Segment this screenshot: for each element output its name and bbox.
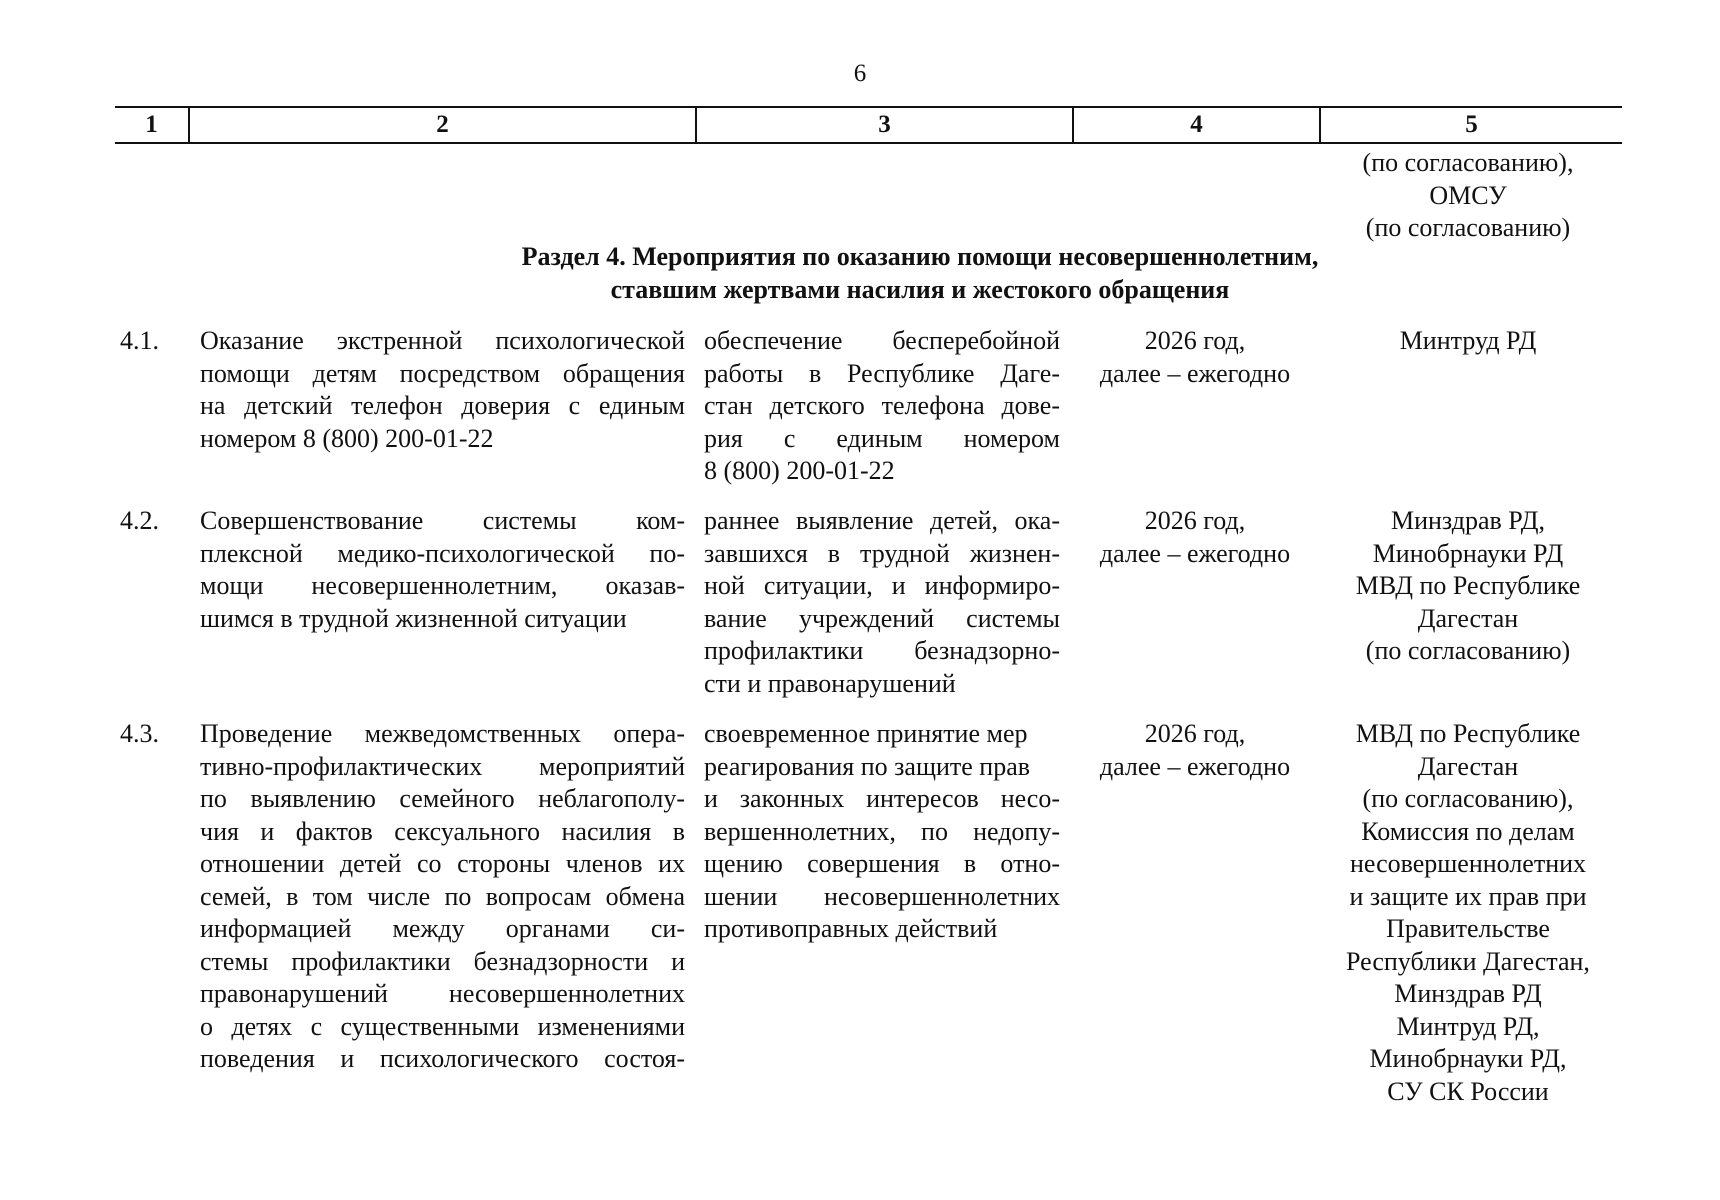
text-line: (по согласованию) [1365,636,1571,665]
text-line: Дагестан [1417,603,1519,633]
text-line: Раздел 4. Мероприятия по оказанию помощи несовершеннолетним, [521,242,1319,271]
table-header [115,106,1622,144]
text-line: правонарушений несовершеннолетних [200,979,685,1008]
text-line: реагирования по защите прав [704,751,1031,781]
text-line: Минобрнауки РД [1372,538,1564,568]
measure-cell [200,325,685,455]
text-line: Республики Дагестан, [1346,946,1590,976]
text-line: по выявлению семейного неблагополу- [200,784,685,813]
text-line: раннее выявление детей, ока- [704,506,1060,535]
text-line: Правительстве [1386,914,1550,943]
text-line: СУ СК России [1387,1076,1549,1106]
text-line: МВД по Республике [1355,719,1581,748]
text-line: Минздрав РД [1394,979,1542,1008]
section-title [380,241,1460,306]
text-line: далее – ежегодно [1099,751,1291,781]
text-line: отношении детей со стороны членов их [200,849,685,878]
row-number: 4.2. [120,506,159,535]
text-line: далее – ежегодно [1099,538,1291,568]
text-line: сти и правонарушений [704,668,956,698]
text-line: тивно-профилактических мероприятий [200,751,685,781]
term-cell [1075,325,1315,390]
text-line: 2026 год, [1144,326,1246,355]
text-line: чия и фактов сексуального насилия в [200,816,685,846]
text-line: 2026 год, [1144,719,1246,748]
text-line: плексной медико-психологической по- [200,538,685,568]
result-cell [704,505,1060,700]
executor-cell [1318,505,1618,668]
text-line: щению совершения в отно- [704,849,1060,878]
text-line: стемы профилактики безнадзорности и [200,946,685,976]
executor-cell [1318,325,1618,358]
text-line: 8 (800) 200-01-22 [704,456,895,485]
continuation-cell [1318,147,1618,245]
text-line: (по согласованию) [1365,213,1571,242]
text-line: МВД по Республике [1355,571,1581,600]
text-line: мощи несовершеннолетним, оказав- [200,571,685,600]
header-col-4: 4 [1072,108,1319,142]
measure-cell [200,505,685,635]
text-line: Дагестан [1417,751,1519,781]
text-line: (по согласованию), [1362,148,1574,177]
row-number: 4.1. [120,326,159,355]
header-col-5: 5 [1319,108,1622,142]
text-line: и законных интересов несо- [704,784,1060,813]
text-line: противоправных действий [704,914,998,943]
text-line: обеспечение бесперебойной [704,326,1060,355]
text-line: семей, в том числе по вопросам обмена [200,881,685,911]
text-line: Минтруд РД, [1396,1011,1540,1041]
text-line: профилактики безнадзорно- [704,636,1060,665]
text-line: информацией между органами си- [200,914,685,943]
term-cell [1075,505,1315,570]
text-line: номером 8 (800) 200-01-22 [200,423,494,453]
text-line: о детях с существенными изменениями [200,1011,685,1041]
text-line: ной ситуации, и информиро- [704,571,1060,600]
text-line: (по согласованию), [1362,784,1574,813]
measure-cell [200,718,685,1076]
header-col-1: 1 [145,111,158,138]
text-line: на детский телефон доверия с единым [200,391,685,420]
row-number: 4.3. [120,719,159,748]
executor-cell [1318,718,1618,1108]
text-line: Минздрав РД, [1390,506,1546,535]
text-line: шимся в трудной жизненной ситуации [200,603,627,633]
text-line: Проведение межведомственных опера- [200,719,685,748]
text-line: поведения и психологического состоя- [200,1044,685,1073]
result-cell [704,325,1060,488]
text-line: Совершенствование системы ком- [200,506,685,535]
text-line: стан детского телефона дове- [704,391,1060,420]
text-line: работы в Республике Даге- [704,358,1060,388]
text-line: Оказание экстренной психологической [200,326,685,355]
text-line: и защите их прав при [1349,881,1587,911]
text-line: Комиссия по делам [1361,816,1575,846]
text-line: ОМСУ [1429,180,1507,210]
text-line: вершеннолетних, по недопу- [704,816,1060,846]
header-col-3: 3 [695,108,1072,142]
text-line: своевременное принятие мер [704,719,1028,748]
header-col-2: 2 [188,108,695,142]
text-line: Минобрнауки РД, [1369,1044,1567,1073]
page-number: 6 [853,60,867,87]
text-line: рия с единым номером [704,423,1060,453]
text-line: несовершеннолетних [1349,849,1587,878]
text-line: помощи детям посредством обращения [200,358,685,388]
term-cell [1075,718,1315,783]
text-line: шении несовершеннолетних [704,881,1060,911]
text-line: завшихся в трудной жизнен- [704,538,1060,568]
result-cell [704,718,1060,946]
text-line: 2026 год, [1144,506,1246,535]
text-line: ставшим жертвами насилия и жестокого обращения [610,274,1230,304]
text-line: вание учреждений системы [704,603,1060,633]
text-line: Минтруд РД [1399,326,1537,355]
text-line: далее – ежегодно [1099,358,1291,388]
